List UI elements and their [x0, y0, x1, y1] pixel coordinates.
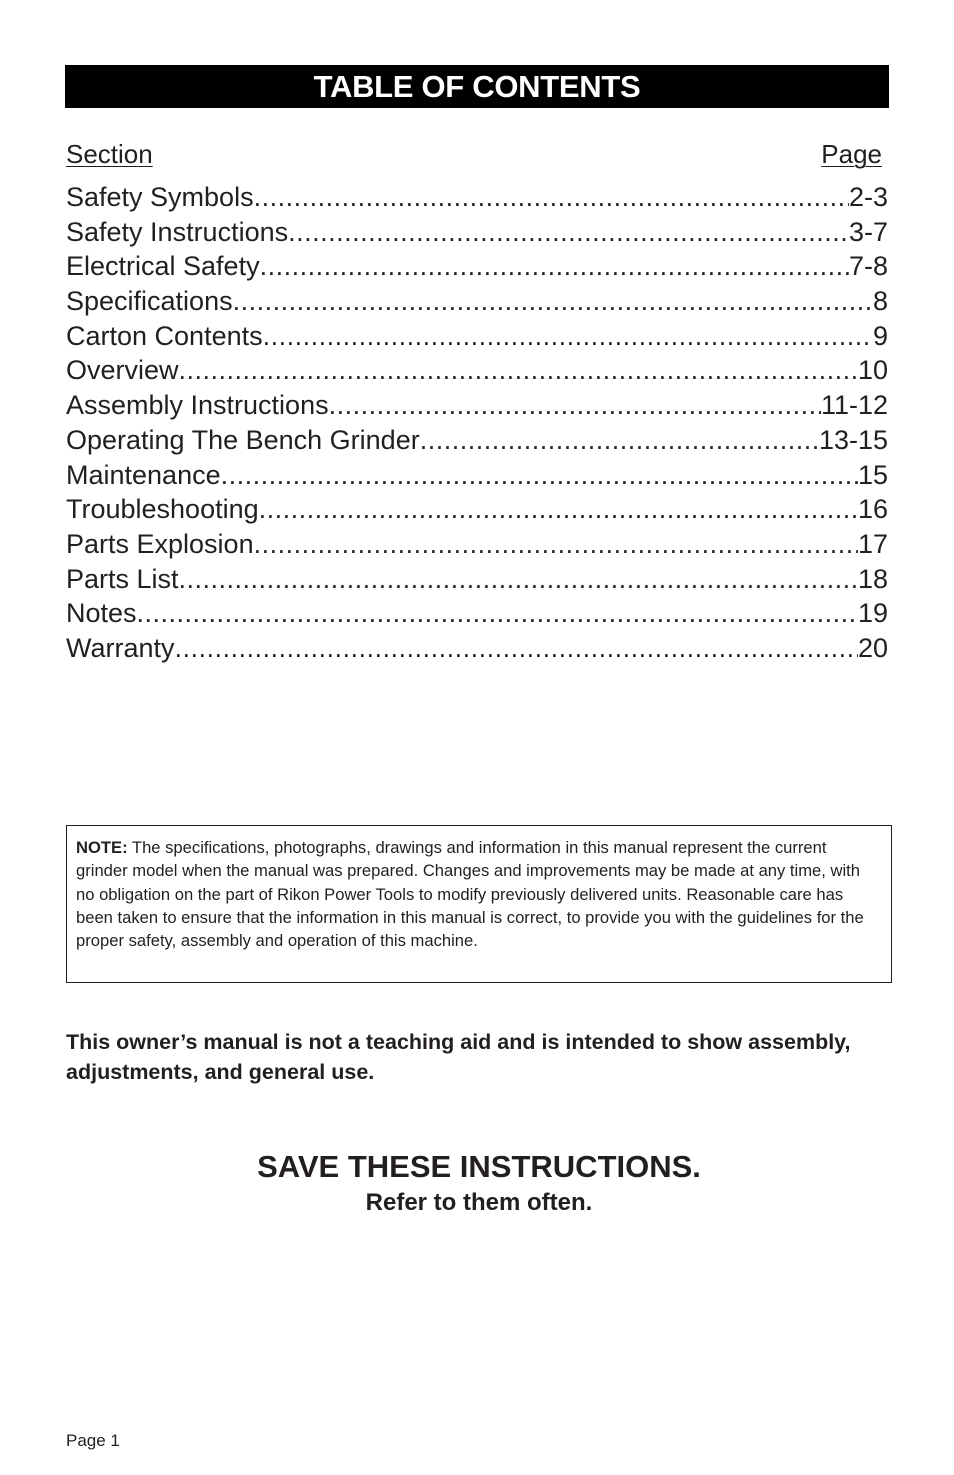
toc-entry-label: Operating The Bench Grinder: [66, 424, 420, 455]
toc-leader-dots: [420, 423, 819, 458]
toc-entry-label: Safety Symbols: [66, 182, 254, 212]
toc-entry-label: Warranty: [66, 632, 175, 663]
toc-entry[interactable]: [66, 249, 888, 284]
toc-entry-page: 7-8: [848, 251, 888, 282]
toc-entry-page: 2-3: [848, 182, 888, 212]
disclaimer-text: This owner’s manual is not a teaching aid and is intended to show assembly, adjustments, and general use.: [66, 1030, 851, 1084]
toc-leader-dots: [254, 527, 858, 562]
toc-leader-dots: [288, 215, 849, 250]
toc-entry[interactable]: [66, 284, 888, 319]
note-box: [66, 825, 892, 983]
toc-entry[interactable]: [66, 180, 888, 215]
toc-entry-page: 15: [857, 459, 888, 490]
toc-leader-dots: [329, 388, 821, 423]
toc-entry-label: Electrical Safety: [66, 251, 260, 282]
toc-entry[interactable]: [66, 458, 888, 493]
note-label: NOTE:: [76, 838, 128, 857]
toc-leader-dots: [221, 458, 858, 493]
toc-entry[interactable]: [66, 353, 888, 388]
toc-entry-page: 11-12: [820, 390, 888, 421]
toc-entry-label: Assembly Instructions: [66, 390, 329, 421]
toc-entry-page: 19: [857, 598, 888, 629]
toc-entry-label: Carton Contents: [66, 320, 263, 351]
page-number: Page 1: [66, 1431, 120, 1450]
toc-entry[interactable]: [66, 319, 888, 354]
toc-leader-dots: [259, 492, 858, 527]
save-instructions-subheading: Refer to them often.: [365, 1189, 593, 1216]
toc-leader-dots: [263, 319, 873, 354]
page-title: TABLE OF CONTENTS: [65, 65, 889, 108]
toc-entry-label: Specifications: [66, 286, 233, 317]
toc-entry-page: 18: [857, 563, 888, 594]
toc-entry-label: Troubleshooting: [66, 494, 259, 525]
toc-entry-label: Maintenance: [66, 459, 221, 490]
toc-entry-label: Overview: [66, 355, 179, 386]
toc-entry-label: Parts Explosion: [66, 528, 254, 559]
toc-entry[interactable]: [66, 596, 888, 631]
toc-entry-label: Parts List: [66, 563, 179, 594]
toc-entry-page: 20: [857, 632, 888, 663]
toc-entry[interactable]: [66, 423, 888, 458]
toc-entry-label: Safety Instructions: [66, 216, 289, 247]
toc-entry-page: 10: [857, 355, 888, 386]
toc-leader-dots: [233, 284, 873, 319]
toc-entry[interactable]: [66, 215, 888, 250]
toc-entry-page: 13-15: [818, 424, 888, 455]
page-column-label: Page: [821, 139, 882, 169]
toc-entry[interactable]: [66, 492, 888, 527]
toc-entry-page: 8: [872, 286, 888, 317]
note-text: The specifications, photographs, drawings and information in this manual represent the current grinder model when the manual was prepared. Changes and improvements may be made at any time, with no obligation on the part of Rikon Power Tools to modify previously delivered units. Reasonable care has been taken to ensure that the information in this manual is correct, to provide you with the guidelines for the proper safety, assembly and operation of this machine.: [76, 838, 864, 951]
toc-entry-page: 16: [857, 494, 888, 525]
save-instructions-heading: SAVE THESE INSTRUCTIONS.: [257, 1149, 701, 1184]
toc-entry-page: 3-7: [848, 216, 888, 247]
toc-leader-dots: [179, 562, 858, 597]
toc-leader-dots: [260, 249, 849, 284]
toc-leader-dots: [175, 631, 858, 666]
toc-entry[interactable]: [66, 631, 888, 666]
toc-entry[interactable]: [66, 388, 888, 423]
toc-leader-dots: [254, 180, 849, 215]
toc-entry-page: 17: [857, 528, 888, 559]
toc-entry-page: 9: [872, 320, 888, 351]
toc-header: [66, 138, 882, 170]
toc-entry-label: Notes: [66, 598, 137, 629]
toc-entry[interactable]: [66, 527, 888, 562]
toc-list: [66, 180, 888, 666]
toc-leader-dots: [179, 353, 858, 388]
toc-entry[interactable]: [66, 562, 888, 597]
toc-leader-dots: [137, 596, 858, 631]
section-column-label: Section: [66, 139, 153, 169]
